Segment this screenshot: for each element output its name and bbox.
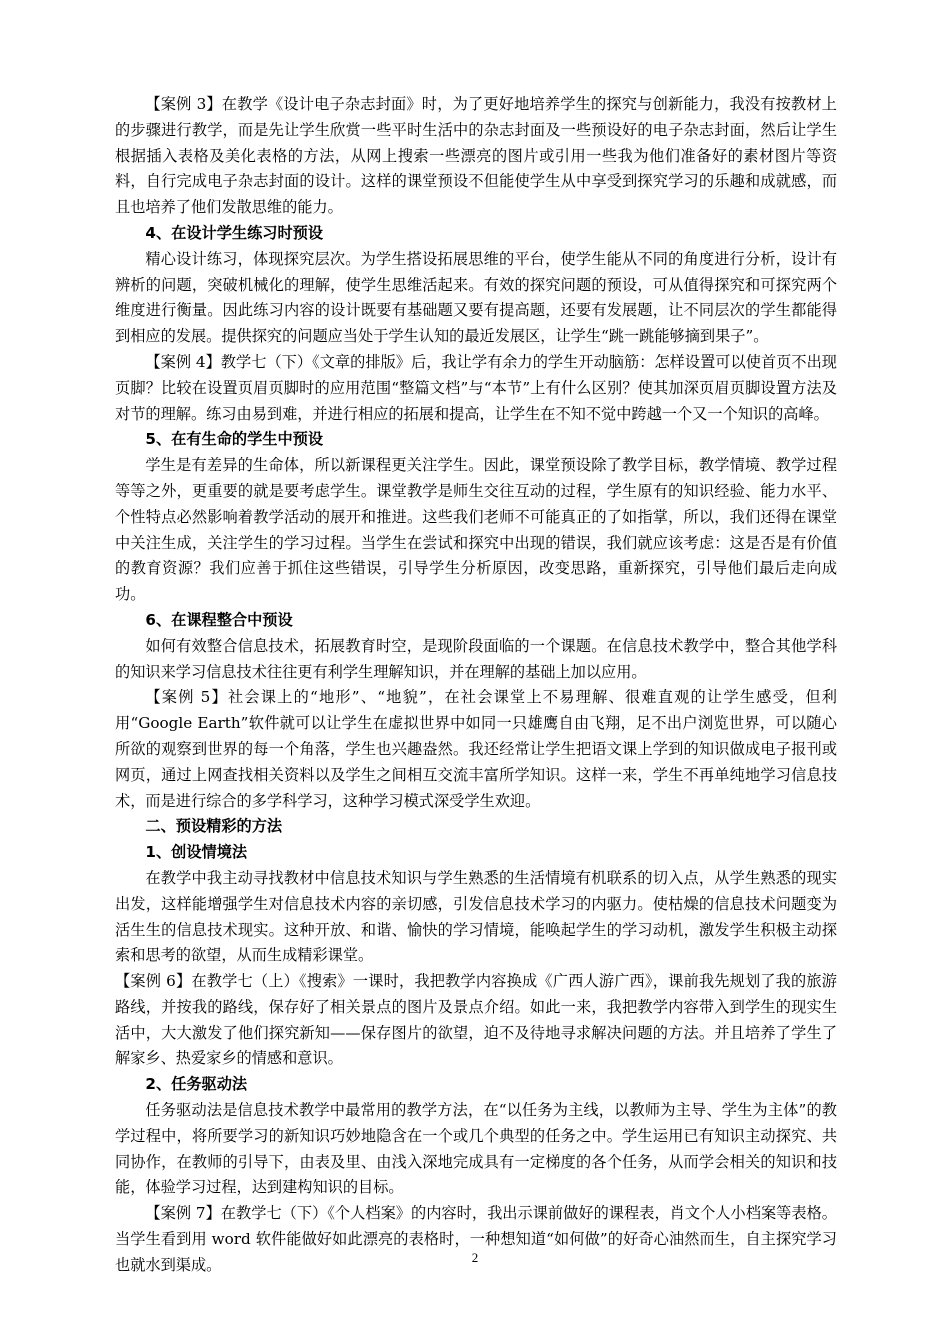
section-heading: 5、在有生命的学生中预设 (145, 430, 324, 449)
paragraph: 精心设计练习，体现探究层次。为学生搭设拓展思维的平台，使学生能从不同的角度进行分析，设计有辨析的问题，突破机械化的理解，使学生思维活起来。有效的探究问题的预设，可从值得探究和可探究两个维度进行衡量。因此练习内容的设计既要有基础题又要有提高题，还要有发展题，让不同层次的学生都能得到相应的发展。提供探究的问题应当处于学生认知的最近发展区，让学生“跳一跳能够摘到果子”。 (115, 249, 837, 346)
document-body (115, 92, 837, 1279)
paragraph: 如何有效整合信息技术，拓展教育时空，是现阶段面临的一个课题。在信息技术教学中，整合其他学科的知识来学习信息技术往往更有利学生理解知识，并在理解的基础上加以应用。 (115, 636, 837, 681)
paragraph: 【案例 6】在教学七（上）《搜索》一课时，我把教学内容换成《广西人游广西》，课前我先规划了我的旅游路线，并按我的路线，保存好了相关景点的图片及景点介绍。如此一来，我把教学内容带入到学生的现实生活中，大大激发了他们探究新知——保存图片的欲望，迫不及待地寻求解决问题的方法。并且培养了学生了解家乡、热爱家乡的情感和意识。 (115, 972, 837, 1068)
section-heading: 1、创设情境法 (145, 843, 248, 862)
paragraph: 任务驱动法是信息技术教学中最常用的教学方法，在“以任务为主线，以教师为主导、学生为主体”的教学过程中，将所要学习的新知识巧妙地隐含在一个或几个典型的任务之中。学生运用已有知识主动探究、共同协作，在教师的引导下，由表及里、由浅入深地完成具有一定梯度的各个任务，从而学会相关的知识和技能，体验学习过程，达到建构知识的目标。 (115, 1101, 837, 1197)
paragraph: 在教学中我主动寻找教材中信息技术知识与学生熟悉的生活情境有机联系的切入点，从学生熟悉的现实出发，这样能增强学生对信息技术内容的亲切感，引发信息技术学习的内驱力。使枯燥的信息技术问题变为活生生的信息技术现实。这种开放、和谐、愉快的学习情境，能唤起学生的学习动机，激发学生积极主动探索和思考的欲望，从而生成精彩课堂。 (115, 868, 837, 965)
paragraph: 【案例 7】在教学七（下）《个人档案》的内容时，我出示课前做好的课程表，肖文个人小档案等表格。当学生看到用 word 软件能做好如此漂亮的表格时，一种想知道“如何做”的好奇心油然而生，自主探究学习也就水到渠成。 (115, 1204, 837, 1274)
paragraph: 【案例 4】教学七（下）《文章的排版》后，我让学有余力的学生开动脑筋：怎样设置可以使首页不出现页脚？比较在设置页眉页脚时的应用范围“整篇文档”与“本节”上有什么区别？使其加深页眉页脚设置方法及对节的理解。练习由易到难，并进行相应的拓展和提高，让学生在不知不觉中跨越一个又一个知识的高峰。 (115, 352, 837, 423)
paragraph: 【案例 3】在教学《设计电子杂志封面》时，为了更好地培养学生的探究与创新能力，我没有按教材上的步骤进行教学，而是先让学生欣赏一些平时生活中的杂志封面及一些预设好的电子杂志封面，然后让学生根据插入表格及美化表格的方法，从网上搜索一些漂亮的图片或引用一些我为他们准备好的素材图片等资料，自行完成电子杂志封面的设计。这样的课堂预设不但能使学生从中享受到探究学习的乐趣和成就感，而且也培养了他们发散思维的能力。 (115, 95, 837, 217)
section-heading: 二、预设精彩的方法 (145, 817, 283, 836)
section-heading: 6、在课程整合中预设 (145, 610, 293, 629)
section-heading: 4、在设计学生练习时预设 (145, 223, 324, 242)
page-number: 2 (471, 1250, 479, 1265)
section-heading: 2、任务驱动法 (145, 1075, 248, 1094)
paragraph: 【案例 5】社会课上的“地形”、“地貌”，在社会课堂上不易理解、很难直观的让学生感受，但利用“Google Earth”软件就可以让学生在虚拟世界中如同一只雄鹰自由飞翔，足不出户浏览世界，可以随心所欲的观察到世界的每一个角落，学生也兴趣盎然。我还经常让学生把语文课上学到的知识做成电子报刊或网页，通过上网查找相关资料以及学生之间相互交流丰富所学知识。这样一来，学生不再单纯地学习信息技术，而是进行综合的多学科学习，这种学习模式深受学生欢迎。 (115, 688, 837, 810)
paragraph: 学生是有差异的生命体，所以新课程更关注学生。因此，课堂预设除了教学目标，教学情境、教学过程等等之外，更重要的就是要考虑学生。课堂教学是师生交往互动的过程，学生原有的知识经验、能力水平、个性特点必然影响着教学活动的展开和推进。这些我们老师不可能真正的了如指掌，所以，我们还得在课堂中关注生成，关注学生的学习过程。当学生在尝试和探究中出现的错误，我们就应该考虑：这是否是有价值的教育资源？我们应善于抓住这些错误，引导学生分析原因，改变思路，重新探究，引导他们最后走向成功。 (115, 456, 837, 604)
